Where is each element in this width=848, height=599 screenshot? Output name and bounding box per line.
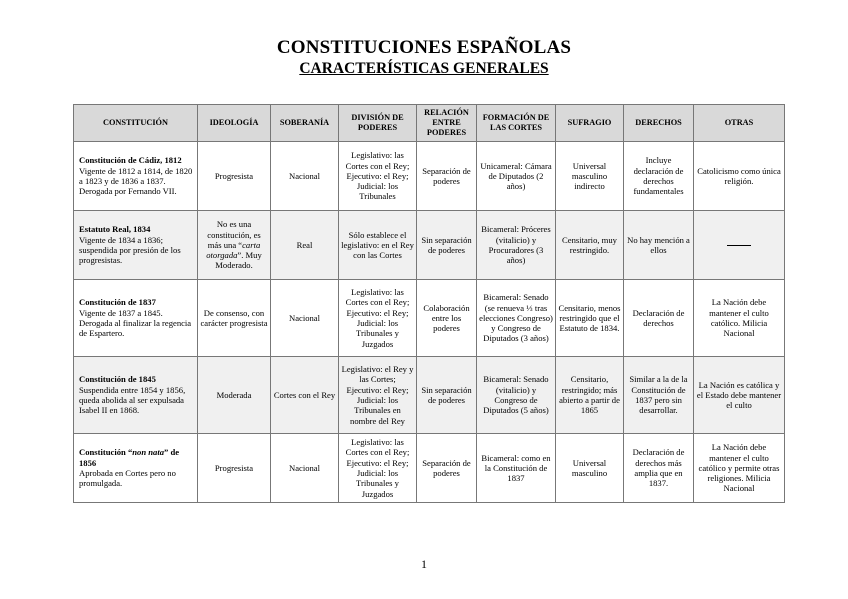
- cell-formacion: Bicameral: Senado (se renueva ⅓ tras elecciones Congreso) y Congreso de Diputados (3 años): [477, 280, 556, 357]
- header-formacion-cortes: FORMACIÓN DE LAS CORTES: [477, 105, 556, 142]
- cell-division: Legislativo: las Cortes con el Rey; Ejecutivo: el Rey; Judicial: los Tribunales y Juzgados: [339, 280, 417, 357]
- cell-ideologia: Moderada: [198, 357, 271, 434]
- cell-ideologia: No es una constitución, es más una “carta otorgada”. Muy Moderado.: [198, 211, 271, 280]
- header-derechos: DERECHOS: [624, 105, 694, 142]
- cell-formacion: Unicameral: Cámara de Diputados (2 años): [477, 142, 556, 211]
- cell-ideologia: Progresista: [198, 434, 271, 503]
- cell-otras: La Nación debe mantener el culto católico. Milicia Nacional: [694, 280, 785, 357]
- cell-constitucion: [74, 142, 198, 211]
- constitution-description: Aprobada en Cortes pero no promulgada.: [79, 468, 176, 489]
- cell-formacion: Bicameral: como en la Constitución de 1837: [477, 434, 556, 503]
- cell-sufragio: Censitario, restringido; más abierto a partir de 1865: [556, 357, 624, 434]
- header-sufragio: SUFRAGIO: [556, 105, 624, 142]
- constitution-name: Constitución “non nata” de 1856: [79, 447, 180, 468]
- cell-constitucion: [74, 280, 198, 357]
- cell-relacion: Sin separación de poderes: [417, 211, 477, 280]
- cell-division: Legislativo: las Cortes con el Rey; Ejecutivo: el Rey; Judicial: los Tribunales: [339, 142, 417, 211]
- header-ideologia: IDEOLOGÍA: [198, 105, 271, 142]
- cell-division: Legislativo: el Rey y las Cortes; Ejecutivo: el Rey; Judicial: los Tribunales en nombre del Rey: [339, 357, 417, 434]
- empty-dash: [727, 245, 751, 246]
- cell-constitucion: [74, 357, 198, 434]
- constitution-name: Constitución de 1837: [79, 297, 156, 308]
- cell-soberania: Real: [271, 211, 339, 280]
- cell-derechos: Declaración de derechos: [624, 280, 694, 357]
- table-row: [74, 211, 785, 280]
- cell-division: Sólo establece el legislativo: en el Rey con las Cortes: [339, 211, 417, 280]
- header-otras: OTRAS: [694, 105, 785, 142]
- constitution-description: Vigente de 1837 a 1845. Derogada al finalizar la regencia de Espartero.: [79, 307, 192, 339]
- cell-sufragio: Censitario, menos restringido que el Estatuto de 1834.: [556, 280, 624, 357]
- cell-ideologia: Progresista: [198, 142, 271, 211]
- document-title: CONSTITUCIONES ESPAÑOLAS: [276, 37, 572, 58]
- cell-formacion: Bicameral: Senado (vitalicio) y Congreso de Diputados (5 años): [477, 357, 556, 434]
- cell-relacion: Separación de poderes: [417, 142, 477, 211]
- header-soberania: SOBERANÍA: [271, 105, 339, 142]
- header-row: [74, 105, 785, 142]
- cell-derechos: Similar a la de la Constitución de 1837 pero sin desarrollar.: [624, 357, 694, 434]
- cell-otras: La Nación debe mantener el culto católico y permite otras religiones. Milicia Nacional: [694, 434, 785, 503]
- cell-division: Legislativo: las Cortes con el Rey; Ejecutivo: el Rey; Judicial: los Tribunales y Juzgados: [339, 434, 417, 503]
- header-division-poderes: DIVISIÓN DE PODERES: [339, 105, 417, 142]
- cell-derechos: Incluye declaración de derechos fundamentales: [624, 142, 694, 211]
- cell-relacion: Separación de poderes: [417, 434, 477, 503]
- header-constitucion: CONSTITUCIÓN: [74, 105, 198, 142]
- cell-relacion: Colaboración entre los poderes: [417, 280, 477, 357]
- page-number: 1: [421, 557, 427, 571]
- constitution-description: Suspendida entre 1854 y 1856, queda abolida al ser expulsada Isabel II en 1868.: [79, 384, 186, 416]
- cell-sufragio: Censitario, muy restringido.: [556, 211, 624, 280]
- cell-derechos: No hay mención a ellos: [624, 211, 694, 280]
- constitution-description: Vigente de 1812 a 1814, de 1820 a 1823 y de 1836 a 1837. Derogada por Fernando VII.: [79, 165, 193, 197]
- cell-otras: [694, 211, 785, 280]
- cell-soberania: Nacional: [271, 434, 339, 503]
- document-subtitle: CARACTERÍSTICAS GENERALES: [299, 60, 549, 77]
- cell-otras: Catolicismo como única religión.: [694, 142, 785, 211]
- cell-sufragio: Universal masculino: [556, 434, 624, 503]
- cell-constitucion: [74, 434, 198, 503]
- constitutions-table: [73, 104, 785, 503]
- table-row: [74, 434, 785, 503]
- table-row: [74, 357, 785, 434]
- cell-relacion: Sin separación de poderes: [417, 357, 477, 434]
- cell-derechos: Declaración de derechos más amplia que en 1837.: [624, 434, 694, 503]
- cell-otras: La Nación es católica y el Estado debe mantener el culto: [694, 357, 785, 434]
- cell-sufragio: Universal masculino indirecto: [556, 142, 624, 211]
- cell-soberania: Nacional: [271, 142, 339, 211]
- cell-ideologia: De consenso, con carácter progresista: [198, 280, 271, 357]
- cell-constitucion: [74, 211, 198, 280]
- constitution-name: Constitución de Cádiz, 1812: [79, 155, 182, 166]
- constitution-name: Constitución de 1845: [79, 374, 156, 385]
- table-row: [74, 142, 785, 211]
- cell-soberania: Nacional: [271, 280, 339, 357]
- constitution-name: Estatuto Real, 1834: [79, 224, 151, 235]
- header-relacion-poderes: RELACIÓN ENTRE PODERES: [417, 105, 477, 142]
- cell-soberania: Cortes con el Rey: [271, 357, 339, 434]
- constitution-description: Vigente de 1834 a 1836; suspendida por presión de los progresistas.: [79, 234, 181, 266]
- table-row: [74, 280, 785, 357]
- cell-formacion: Bicameral: Próceres (vitalicio) y Procuradores (3 años): [477, 211, 556, 280]
